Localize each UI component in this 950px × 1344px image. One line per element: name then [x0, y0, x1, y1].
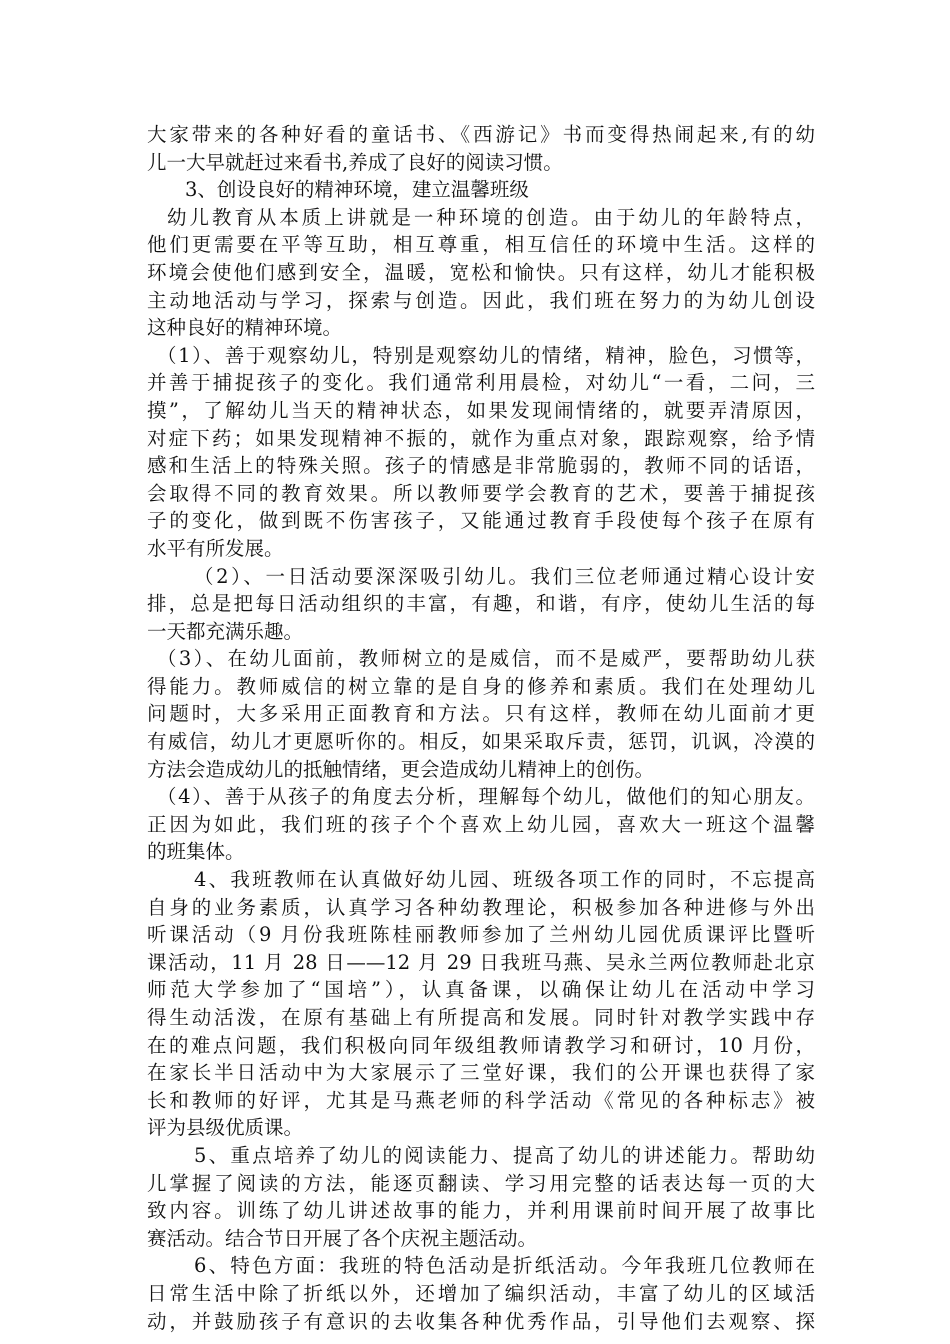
text-line: 这种良好的精神环境。 — [147, 316, 343, 340]
text-line: 在的难点问题，我们积极向同年级组教师请教学习和研讨，10 月份， — [147, 1033, 815, 1057]
text-line: 正因为如此，我们班的孩子个个喜欢上幼儿园，喜欢大一班这个温馨 — [147, 812, 815, 836]
text-line: 他们更需要在平等互助，相互尊重，相互信任的环境中生活。这样的 — [147, 233, 815, 257]
text-line: （3）、在幼儿面前，教师树立的是威信，而不是威严，要帮助幼儿获 — [157, 647, 815, 671]
text-line: 一天都充满乐趣。 — [147, 619, 304, 643]
text-line: 主动地活动与学习，探索与创造。因此，我们班在努力的为幼儿创设 — [147, 288, 815, 312]
text-line: 4、我班教师在认真做好幼儿园、班级各项工作的同时，不忘提高 — [194, 868, 815, 892]
text-line: 的班集体。 — [147, 840, 245, 864]
text-line: 问题时，大多采用正面教育和方法。只有这样，教师在幼儿面前才更 — [147, 702, 815, 726]
text-line: （2）、一日活动要深深吸引幼儿。我们三位老师通过精心设计安 — [194, 564, 815, 588]
section-heading: 3、创设良好的精神环境，建立温馨班级 — [185, 178, 529, 202]
text-line: 水平有所发展。 — [147, 536, 284, 560]
text-line: 课活动，11 月 28 日——12 月 29 日我班马燕、吴永兰两位教师赴北京 — [147, 950, 815, 974]
text-line: 长和教师的好评，尤其是马燕老师的科学活动《常见的各种标志》被 — [147, 1088, 815, 1112]
text-line: 在家长半日活动中为大家展示了三堂好课，我们的公开课也获得了家 — [147, 1061, 815, 1085]
text-line: 并善于捕捉孩子的变化。我们通常利用晨检，对幼儿“一看，二问，三 — [147, 371, 815, 395]
text-line: 子的变化，做到既不伤害孩子，又能通过教育手段使每个孩子在原有 — [147, 509, 815, 533]
text-line: 得生动活泼，在原有基础上有所提高和发展。同时针对教学实践中存 — [147, 1006, 815, 1029]
text-line: 大家带来的各种好看的童话书、《西游记》书而变得热闹起来,有的幼 — [147, 123, 815, 146]
text-line: 幼儿教育从本质上讲就是一种环境的创造。由于幼儿的年龄特点， — [167, 205, 815, 229]
text-line: 致内容。训练了幼儿讲述故事的能力，并利用课前时间开展了故事比 — [147, 1199, 815, 1223]
text-line: 赛活动。结合节日开展了各个庆祝主题活动。 — [147, 1226, 538, 1250]
text-line: 儿一大早就赶过来看书,养成了良好的阅读习惯。 — [147, 150, 563, 174]
document-body — [147, 121, 815, 1335]
text-line: 自身的业务素质，认真学习各种幼教理论，积极参加各种进修与外出 — [147, 895, 815, 919]
text-line: 方法会造成幼儿的抵触情绪，更会造成幼儿精神上的创伤。 — [147, 757, 655, 781]
text-line: 有威信，幼儿才更愿听你的。相反，如果采取斥责，惩罚，讥讽，冷漠的 — [147, 730, 815, 754]
text-line: 摸”，了解幼儿当天的精神状态，如果发现闹情绪的，就要弄清原因， — [147, 398, 815, 422]
text-line: 6、特色方面：我班的特色活动是折纸活动。今年我班几位教师在 — [194, 1254, 815, 1278]
text-line: 对症下药；如果发现精神不振的，就作为重点对象，跟踪观察，给予情 — [147, 426, 815, 450]
text-line: 会取得不同的教育效果。所以教师要学会教育的艺术，要善于捕捉孩 — [147, 481, 815, 505]
text-line: 动，并鼓励孩子有意识的去收集各种优秀作品，引导他们去观察、探 — [147, 1309, 815, 1333]
text-line: 感和生活上的特殊关照。孩子的情感是非常脆弱的，教师不同的话语， — [147, 454, 815, 478]
text-line: 儿掌握了阅读的方法，能逐页翻读、学习用完整的话表达每一页的大 — [147, 1171, 815, 1195]
text-line: 5、重点培养了幼儿的阅读能力、提高了幼儿的讲述能力。帮助幼 — [194, 1143, 815, 1167]
text-line: 排，总是把每日活动组织的丰富，有趣，和谐，有序，使幼儿生活的每 — [147, 592, 815, 616]
text-line: （1）、善于观察幼儿，特别是观察幼儿的情绪，精神，脸色，习惯等， — [157, 343, 815, 367]
text-line: 得能力。教师威信的树立靠的是自身的修养和素质。我们在处理幼儿 — [147, 674, 815, 698]
text-line: （4）、善于从孩子的角度去分析，理解每个幼儿，做他们的知心朋友。 — [157, 785, 815, 809]
text-line: 环境会使他们感到安全，温暖，宽松和愉快。只有这样，幼儿才能积极 — [147, 260, 815, 284]
text-line: 日常生活中除了折纸以外，还增加了编织活动，丰富了幼儿的区域活 — [147, 1281, 815, 1305]
text-line: 评为县级优质课。 — [147, 1116, 304, 1140]
text-line: 听课活动（9 月份我班陈桂丽教师参加了兰州幼儿园优质课评比暨听 — [147, 923, 815, 947]
text-line: 师范大学参加了“国培”），认真备课，以确保让幼儿在活动中学习 — [147, 978, 815, 1002]
